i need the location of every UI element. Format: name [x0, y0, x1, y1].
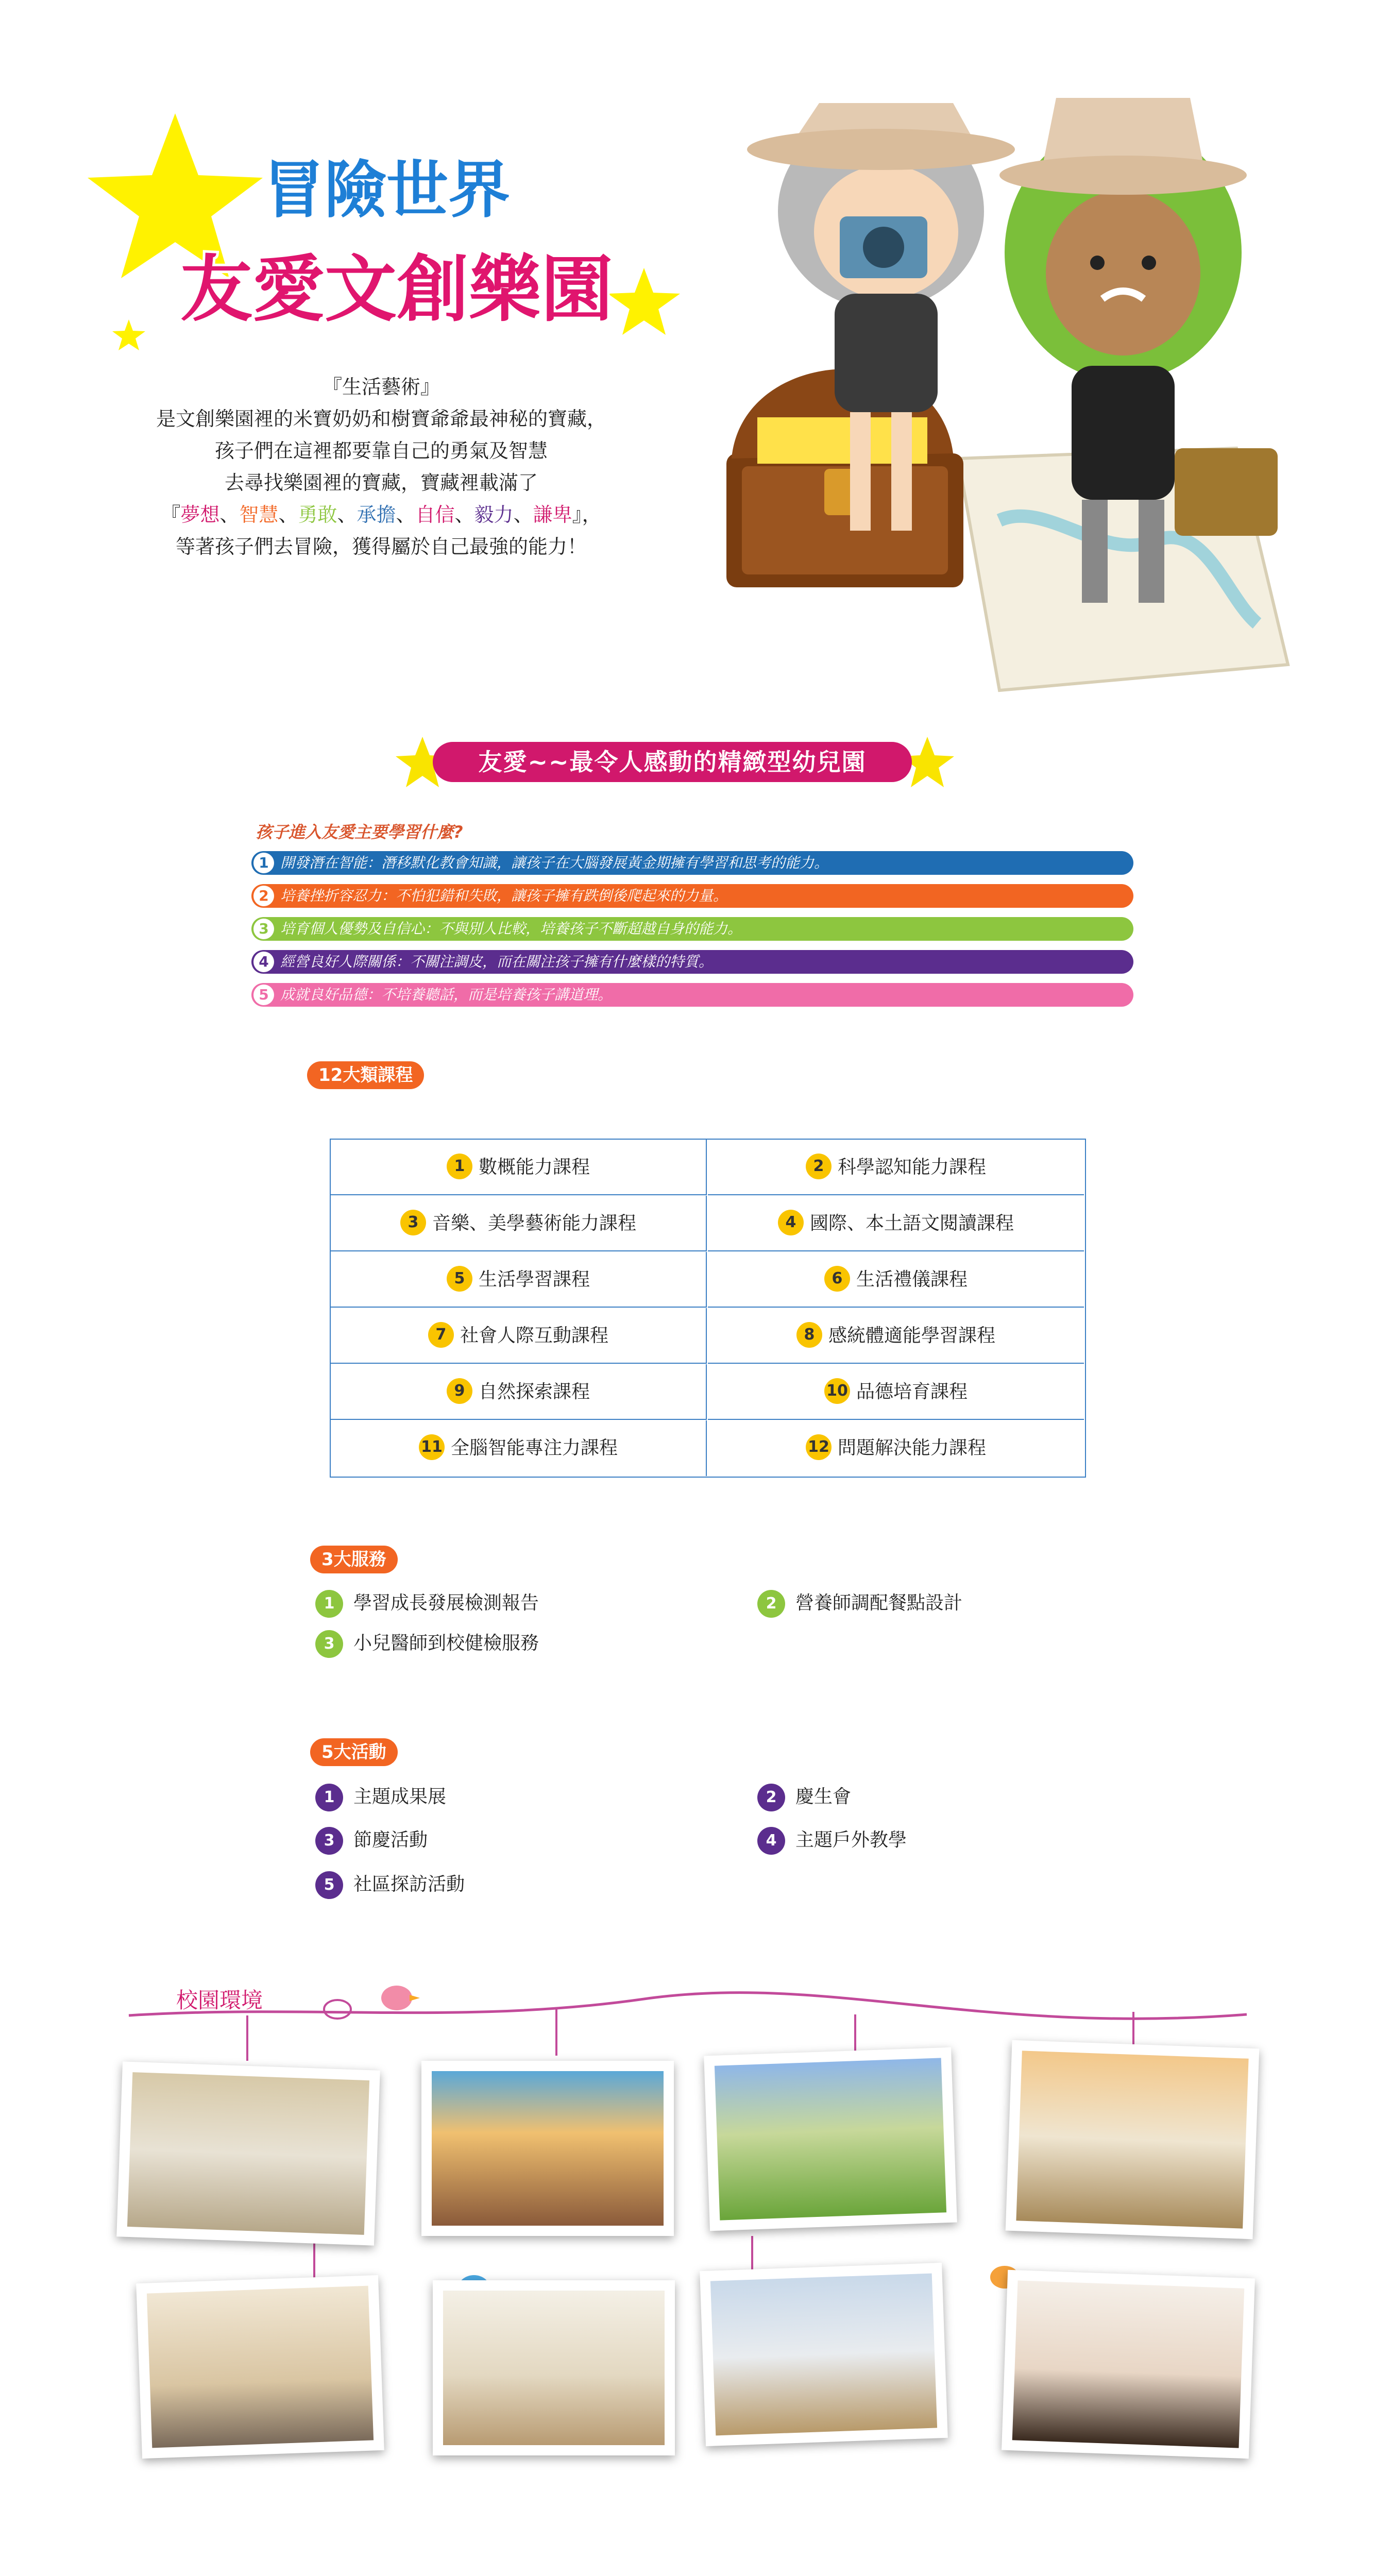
activity-item: 1 主題成果展	[315, 1783, 446, 1811]
banner	[392, 732, 958, 793]
goal-item: 2 培養挫折容忍力：不怕犯錯和失敗，讓孩子擁有跌倒後爬起來的力量。	[251, 884, 1133, 908]
service-item: 1 學習成長發展檢測報告	[315, 1589, 539, 1618]
goal-item: 4 經營良好人際關係：不關注調皮，而在關注孩子擁有什麼樣的特質。	[251, 950, 1133, 974]
course-cell: 5 生活學習課程	[331, 1252, 707, 1308]
campus-photo	[704, 2047, 957, 2231]
hero-title	[88, 98, 690, 355]
course-cell: 4 國際、本土語文閱讀課程	[708, 1196, 1084, 1251]
intro-line: 孩子們在這裡都要靠自己的勇氣及智慧	[214, 439, 548, 462]
activity-item: 2 慶生會	[757, 1783, 851, 1811]
course-table	[330, 1139, 1086, 1478]
course-cell: 11 全腦智能專注力課程	[331, 1420, 707, 1476]
intro-line: 『生活藝術』	[322, 376, 440, 398]
intro-line: 去尋找樂園裡的寶藏，寶藏裡載滿了	[224, 471, 538, 494]
campus-photo	[700, 2263, 948, 2446]
course-cell: 2 科學認知能力課程	[708, 1140, 1084, 1195]
intro-line: 是文創樂園裡的米寶奶奶和樹寶爺爺最神秘的寶藏，	[156, 408, 606, 430]
keyword: 夢想	[180, 503, 220, 526]
campus-photo	[1006, 2040, 1260, 2240]
campus-photo	[116, 2061, 380, 2245]
activity-item: 4 主題戶外教學	[757, 1826, 907, 1855]
service-item: 3 小兒醫師到校健檢服務	[315, 1629, 539, 1658]
hero-title-line1: 冒險世界	[263, 155, 510, 226]
goals-title: 孩子進入友愛主要學習什麼?	[256, 822, 463, 842]
keyword: 毅力	[474, 503, 514, 526]
course-cell: 7 社會人際互動課程	[331, 1308, 707, 1364]
activity-item: 5 社區探訪活動	[315, 1870, 465, 1899]
keyword: 勇敢	[298, 503, 337, 526]
star-icon	[112, 319, 145, 350]
course-cell: 1 數概能力課程	[331, 1140, 707, 1195]
intro-line: 等著孩子們去冒險，獲得屬於自己最強的能力！	[175, 535, 587, 558]
course-cell: 8 感統體適能學習課程	[708, 1308, 1084, 1364]
courses-title: 12大類課程	[307, 1061, 424, 1089]
campus-photo	[421, 2061, 674, 2236]
course-cell: 9 自然探索課程	[331, 1364, 707, 1420]
campus-title: 校園環境	[176, 1988, 263, 2013]
keyword: 智慧	[239, 503, 279, 526]
keyword: 自信	[415, 503, 455, 526]
intro-text	[77, 371, 685, 563]
services-title: 3大服務	[310, 1546, 398, 1573]
service-item: 2 營養師調配餐點設計	[757, 1589, 962, 1618]
campus-photo	[1002, 2270, 1255, 2459]
intro-keywords-line: 『夢想、智慧、勇敢、承擔、自信、毅力、謙卑』，	[161, 503, 602, 526]
course-cell: 6 生活禮儀課程	[708, 1252, 1084, 1308]
activities-title: 5大活動	[310, 1738, 398, 1766]
bird-icon	[381, 1986, 420, 2010]
goal-item: 3 培育個人優勢及自信心：不與別人比較，培養孩子不斷超越自身的能力。	[251, 917, 1133, 941]
campus-photo	[136, 2275, 384, 2459]
keyword: 承擔	[357, 503, 396, 526]
course-cell: 10 品德培育課程	[708, 1364, 1084, 1420]
goal-item: 5 成就良好品德：不培養聽話，而是培養孩子講道理。	[251, 983, 1133, 1007]
star-icon	[608, 268, 680, 335]
hero-title-line2: 友愛文創樂園	[180, 248, 614, 332]
activity-item: 3 節慶活動	[315, 1826, 428, 1855]
banner-text: 友愛~~最令人感動的精緻型幼兒園	[433, 742, 912, 782]
goal-item: 1 開發潛在智能：潛移默化教會知識，讓孩子在大腦發展黃金期擁有學習和思考的能力。	[251, 851, 1133, 875]
course-cell: 12 問題解決能力課程	[708, 1420, 1084, 1476]
characters-illustration	[711, 57, 1309, 701]
course-cell: 3 音樂、美學藝術能力課程	[331, 1196, 707, 1251]
campus-photo	[433, 2280, 675, 2455]
keyword: 謙卑	[533, 503, 572, 526]
